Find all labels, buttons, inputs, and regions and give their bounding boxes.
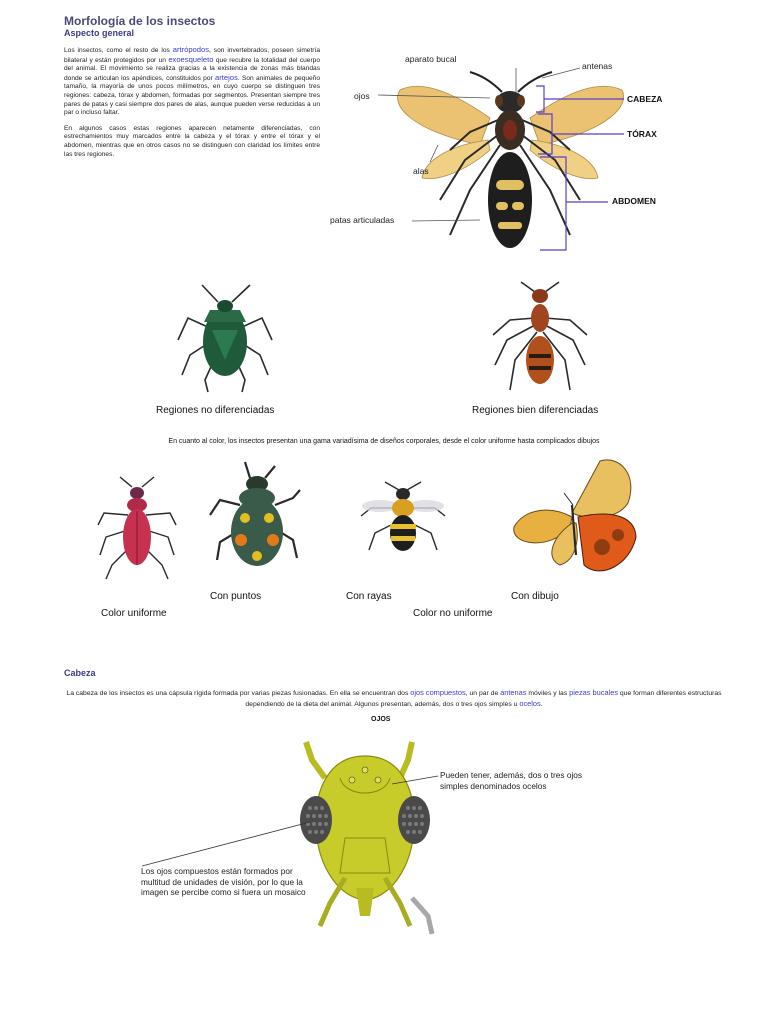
caption-spots: Con puntos	[210, 591, 262, 602]
cabeza-text-part: .	[540, 701, 543, 708]
bee-stripes-image	[355, 478, 450, 563]
link-exoesqueleto[interactable]: exoesqueleto	[168, 54, 214, 64]
caption-undifferentiated: Regiones no diferenciadas	[156, 405, 275, 416]
color-intro-text: En cuanto al color, los insectos presentan una gama variadísima de diseños corporales, desde el color uniforme hasta complicados dibujos	[168, 438, 600, 445]
link-antenas[interactable]: antenas	[500, 688, 527, 697]
stink-bug-image	[170, 280, 280, 395]
label-abdomen: ABDOMEN	[612, 196, 656, 206]
label-mouthparts: aparato bucal	[405, 54, 457, 64]
intro-paragraph-2: En algunos casos estas regiones aparecen netamente diferenciadas, con estrechamientos muy marcados entre la cabeza y el tórax y entre el tórax y el abdomen, mientras que en otros casos no se distinguen con claridad los límites entre las tres regiones.	[64, 124, 320, 158]
intro-text-part: Los insectos, como el resto de los	[64, 47, 173, 54]
ant-image	[485, 280, 595, 395]
intro-text	[64, 46, 320, 166]
label-head: CABEZA	[627, 94, 663, 104]
page-title: Morfología de los insectos	[64, 14, 216, 28]
label-thorax: TÓRAX	[627, 129, 657, 139]
butterfly-pattern-image	[510, 455, 640, 580]
cabeza-text-part: , un par de	[465, 690, 501, 697]
caption-non-uniform: Color no uniforme	[413, 608, 493, 619]
section-heading-cabeza: Cabeza	[64, 668, 96, 678]
label-wings: alas	[413, 166, 429, 176]
intro-text-part: . Son animales de pequeño tamaño, la mayoría de unos pocos milímetros, en cuyo cuerpo se distinguen tres regiones: cabeza, tórax y abdomen, formadas por segmentos. Presentan siempre tres pares de patas y casi siempre dos pares de alas, aunque pueden verse reducidas a un par o incluso faltar.	[64, 74, 320, 117]
cabeza-text-part: que forman diferentes estructuras dependiendo de la dieta del animal. Algunos presentan, además, dos o tres ojos simples u	[245, 690, 722, 708]
label-legs: patas articuladas	[330, 215, 395, 225]
caption-stripes: Con rayas	[346, 591, 392, 602]
label-antennae: antenas	[582, 61, 613, 71]
cabeza-text-part: móviles y las	[526, 690, 570, 697]
caption-uniform: Color uniforme	[101, 608, 167, 619]
link-piezas-bucales[interactable]: piezas bucales	[569, 688, 619, 697]
label-eyes: ojos	[354, 91, 370, 101]
beetle-spots-image	[205, 460, 305, 580]
link-artropodos[interactable]: artrópodos	[172, 45, 210, 54]
link-artejos[interactable]: artejos	[215, 72, 238, 82]
pointer-lines	[140, 770, 440, 870]
caption-pattern: Con dibujo	[511, 591, 559, 602]
intro-text-part: , son invertebrados, poseen simetría bilateral y están protegidos por un	[64, 47, 321, 64]
cabeza-paragraph	[64, 688, 724, 710]
link-ocelos[interactable]: ocelos	[519, 699, 541, 708]
beetle-uniform-image	[92, 475, 182, 585]
cabeza-text-part: La cabeza de los insectos es una cápsula rígida formada por varias piezas fusionadas. En ella se encuentran dos	[66, 690, 411, 697]
caption-differentiated: Regiones bien diferenciadas	[472, 405, 599, 416]
intro-text-part: que recubre la totalidad del cuerpo del animal. El movimiento se realiza gracias a la existencia de zonas más blandas donde se articulan los apéndices, constituidos por	[64, 56, 321, 82]
section-subtitle: Aspecto general	[64, 28, 135, 38]
link-ojos-compuestos[interactable]: ojos compuestos	[410, 688, 466, 697]
diagram-title-ojos: OJOS	[371, 716, 391, 723]
note-compound-eyes: Los ojos compuestos están formados por multitud de unidades de visión, por lo que la imagen se percibe como si fuera un mosaico	[141, 866, 306, 897]
wasp-abdomen	[488, 152, 532, 248]
note-ocelli: Pueden tener, además, dos o tres ojos simples denominados ocelos	[440, 770, 583, 791]
intro-paragraph-1	[64, 46, 320, 118]
wasp-diagram	[330, 50, 690, 260]
